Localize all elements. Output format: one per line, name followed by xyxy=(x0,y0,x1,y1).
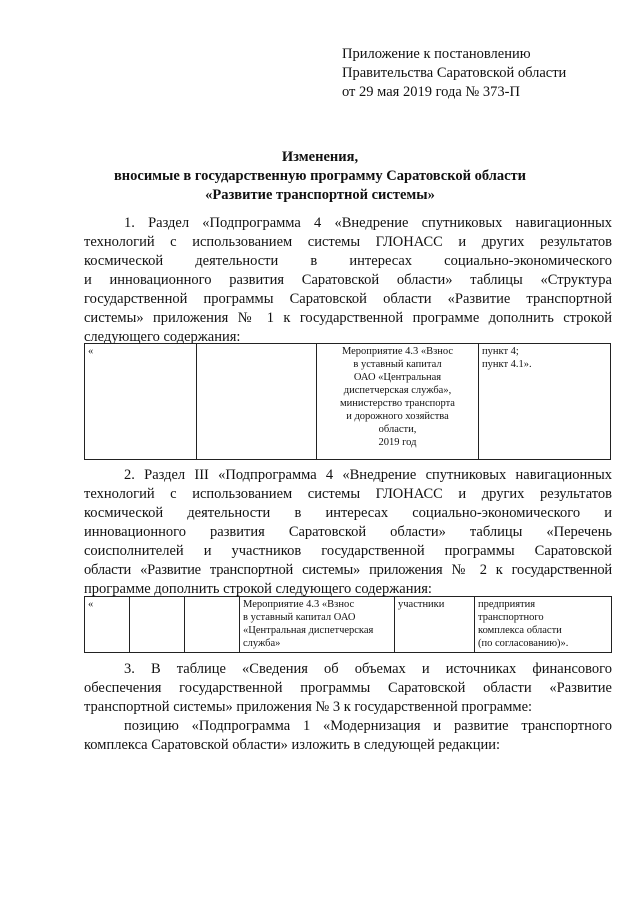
cell-line: диспетчерская служба», xyxy=(343,385,452,396)
paragraph-line: обеспечения государственной программы Саратовской области «Развитие xyxy=(84,680,612,696)
cell-line: министерство транспорта xyxy=(340,398,455,409)
document-header xyxy=(342,45,566,102)
cell-line: в уставный капитал xyxy=(353,359,442,370)
cell-line: транспортного xyxy=(478,612,544,623)
table-cell: « xyxy=(85,597,130,653)
table-row xyxy=(85,597,612,653)
cell-line: пункт 4; xyxy=(482,346,519,357)
paragraph-line: системы» приложения № 1 к государственной программе дополнить строкой xyxy=(84,310,612,326)
table-cell: участники xyxy=(395,597,475,653)
cell-line: (по согласованию)». xyxy=(478,638,569,649)
paragraph-line: комплекса Саратовской области» изложить в следующей редакции: xyxy=(84,737,501,753)
paragraph-3 xyxy=(84,660,612,755)
paragraph-line: 3. В таблице «Сведения об объемах и источниках финансового xyxy=(124,661,612,677)
paragraph-line: транспортной системы» приложения № 3 к государственной программе: xyxy=(84,699,533,715)
paragraph-line: соисполнителей и участников государственной программы Саратовской xyxy=(84,543,612,559)
table-cell xyxy=(317,344,479,460)
cell-line: пункт 4.1». xyxy=(482,359,532,370)
paragraph-line: 1. Раздел «Подпрограмма 4 «Внедрение спутниковых навигационных xyxy=(124,215,612,231)
title-line: вносимые в государственную программу Саратовской области xyxy=(113,168,527,184)
paragraph-line: технологий с использованием системы ГЛОНАСС и других результатов xyxy=(84,486,612,502)
cell-line: в уставный капитал ОАО xyxy=(243,612,356,623)
paragraph-line: следующего содержания: xyxy=(84,329,241,345)
paragraph-line: и инновационного развития Саратовской области» таблицы «Структура xyxy=(84,272,612,288)
paragraph-line: программе дополнить строкой следующего содержания: xyxy=(84,581,432,597)
table-participants-row xyxy=(84,596,612,653)
table-cell: « xyxy=(85,344,197,460)
cell-line: служба» xyxy=(243,638,281,649)
paragraph-1 xyxy=(84,214,612,347)
cell-line: области, xyxy=(378,424,417,435)
document-title xyxy=(0,148,640,205)
cell-line: предприятия xyxy=(478,599,536,610)
header-line: Приложение к постановлению xyxy=(342,46,531,62)
title-line: «Развитие транспортной системы» xyxy=(205,187,435,203)
cell-line: и дорожного хозяйства xyxy=(346,411,449,422)
paragraph-line: государственной программы Саратовской области «Развитие транспортной xyxy=(84,291,612,307)
cell-line: 2019 год xyxy=(378,437,417,448)
table-cell xyxy=(130,597,185,653)
cell-line: Мероприятие 4.3 «Взнос xyxy=(243,599,355,610)
table-row xyxy=(85,344,611,460)
cell-line: ОАО «Центральная xyxy=(353,372,442,383)
table-cell xyxy=(197,344,317,460)
table-cell xyxy=(479,344,611,460)
table-cell xyxy=(240,597,395,653)
cell-line: «Центральная диспетчерская xyxy=(243,625,374,636)
paragraph-line: области «Развитие транспортной системы» приложения № 2 к государственной xyxy=(84,562,612,578)
paragraph-line: технологий с использованием системы ГЛОНАСС и других результатов xyxy=(84,234,612,250)
title-line: Изменения, xyxy=(281,149,359,165)
header-line: Правительства Саратовской области xyxy=(342,65,567,81)
paragraph-line: позицию «Подпрограмма 1 «Модернизация и развитие транспортного xyxy=(124,718,612,734)
table-structure-row xyxy=(84,343,611,460)
paragraph-line: 2. Раздел III «Подпрограмма 4 «Внедрение спутниковых навигационных xyxy=(124,467,612,483)
table-cell xyxy=(185,597,240,653)
table-cell xyxy=(475,597,612,653)
paragraph-2 xyxy=(84,466,612,599)
cell-line: комплекса области xyxy=(478,625,562,636)
paragraph-line: космической деятельности в интересах социально-экономического и xyxy=(84,505,612,521)
paragraph-line: инновационного развития Саратовской области» таблицы «Перечень xyxy=(84,524,612,540)
paragraph-line: космической деятельности в интересах социально-экономического xyxy=(84,253,612,269)
header-line: от 29 мая 2019 года № 373-П xyxy=(342,84,520,100)
cell-line: Мероприятие 4.3 «Взнос xyxy=(341,346,454,357)
